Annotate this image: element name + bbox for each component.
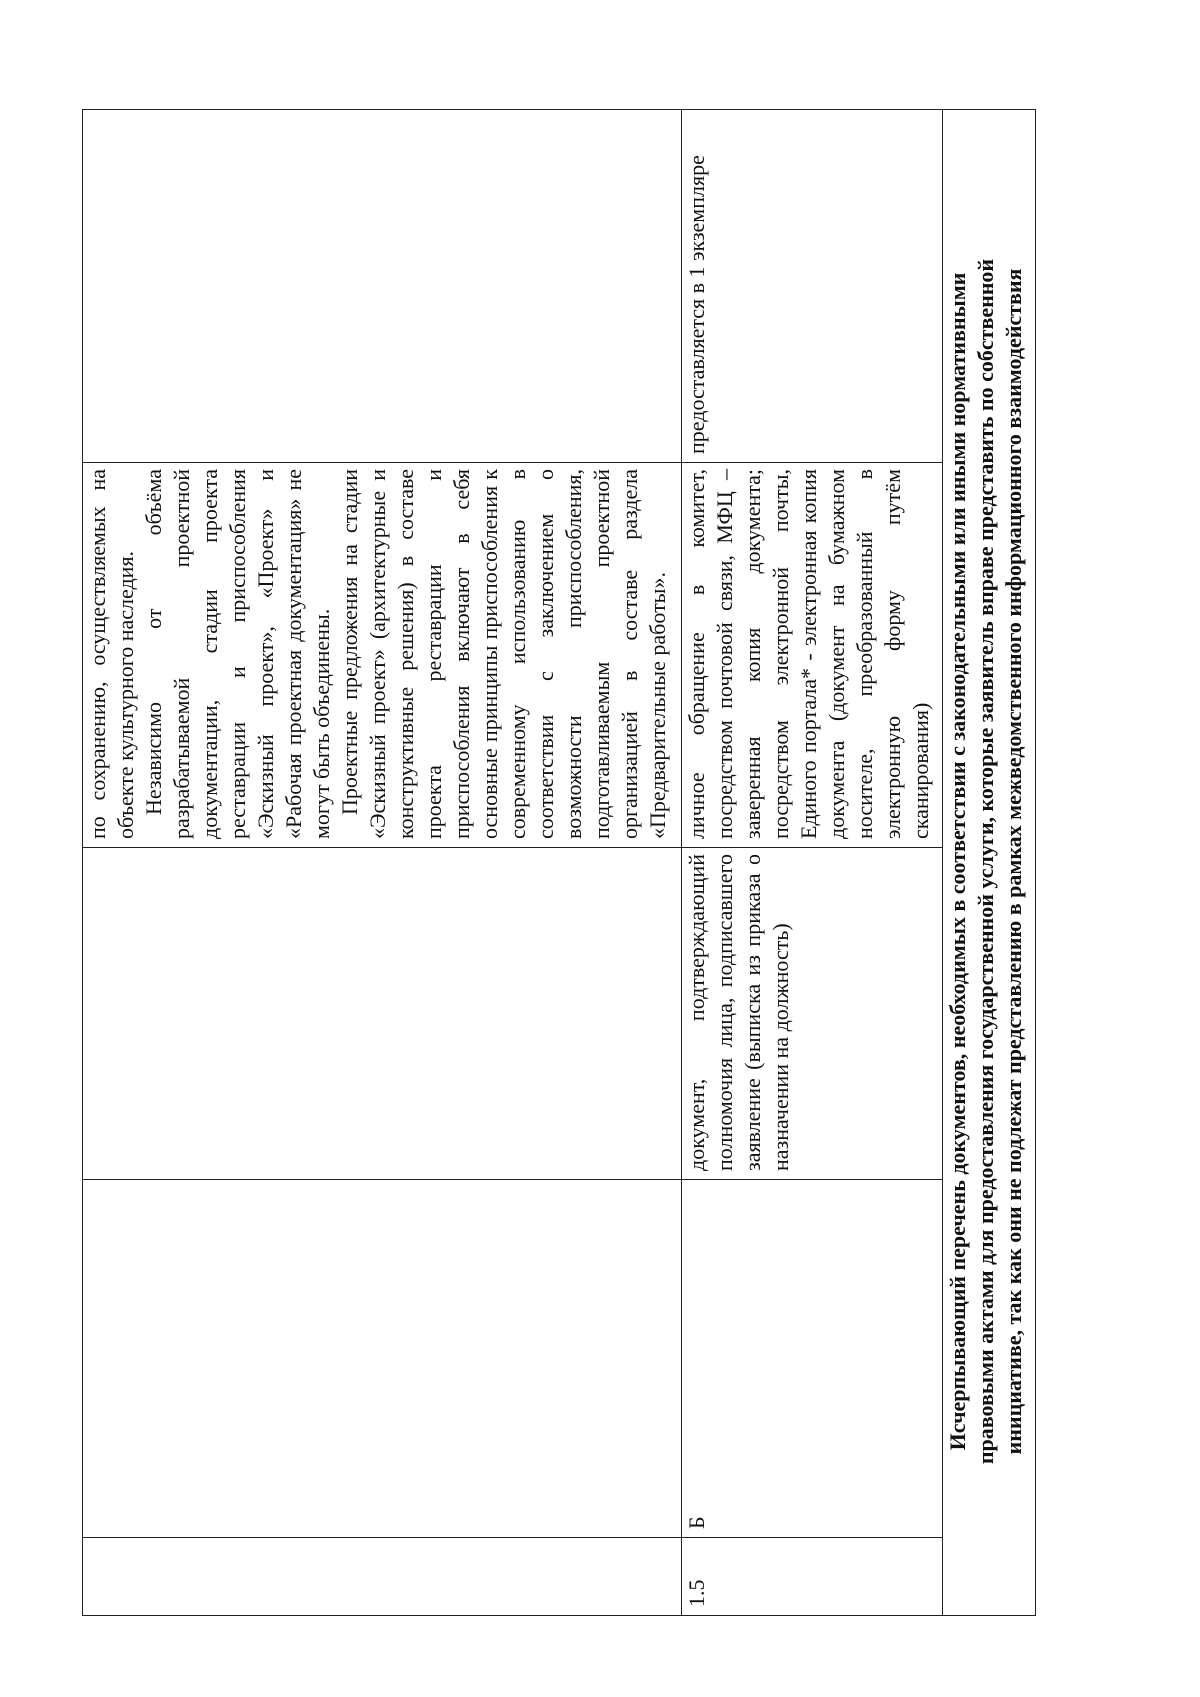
cell-requirements-continuation — [83, 463, 682, 848]
documents-table — [82, 109, 1036, 1616]
section-heading-line-2: правовыми актами для предоставления государственной услуги, которые заявитель вправе представить по собственной — [973, 258, 998, 1465]
row-number: 1.5 — [682, 1538, 943, 1616]
section-heading-line-3: инициативе, так как они не подлежат представлению в рамках межведомственного информационного взаимодействия — [1001, 268, 1026, 1455]
rotated-document-page — [82, 110, 1122, 1616]
section-heading — [943, 110, 1036, 1616]
row-document-description: документ, подтверждающий полномочия лица, подписавшего заявление (выписка из приказа о назначении на должность) — [682, 848, 943, 1180]
row-category: Б — [682, 1180, 943, 1538]
requirements-paragraph-2: Независимо от объёма разрабатываемой проектной документации, стадии проекта реставрации и приспособления «Эскизный проект», «Проект» и «Рабочая проектная документация» не могут быть объединены. — [141, 469, 334, 839]
requirements-paragraph-3: Проектные предложения на стадии «Эскизный проект» (архитектурные и конструктивные решения) в составе проекта реставрации и приспособления включают в себя основные принципы приспособления к современному использованию в соответствии с заключением о возможности приспособления, подготавливаемым проектной организацией в составе раздела «Предварительные работы». — [337, 469, 670, 839]
section-heading-row — [943, 110, 1036, 1616]
cell-category-empty — [83, 1180, 682, 1538]
requirements-paragraph-1: по сохранению, осуществляемых на объекте культурного наследия. — [85, 469, 138, 839]
row-submission-methods: личное обращение в комитет, посредством почтовой связи, МФЦ – заверенная копия документа; посредством электронной почты, Единого портала* - электронная копия документа (документ на бумажном носителе, преобразованный в электронную форму путём сканирования) — [682, 463, 943, 848]
table-row-continuation — [83, 110, 682, 1616]
row-copies-note: предоставляется в 1 экземпляре — [682, 110, 943, 463]
section-heading-line-1: Исчерпывающий перечень документов, необходимых в соответствии с законодательными или иными нормативными — [945, 272, 970, 1451]
cell-copies-empty — [83, 110, 682, 463]
cell-document-empty — [83, 848, 682, 1180]
cell-number-empty — [83, 1538, 682, 1616]
table-row-1-5 — [682, 110, 943, 1616]
